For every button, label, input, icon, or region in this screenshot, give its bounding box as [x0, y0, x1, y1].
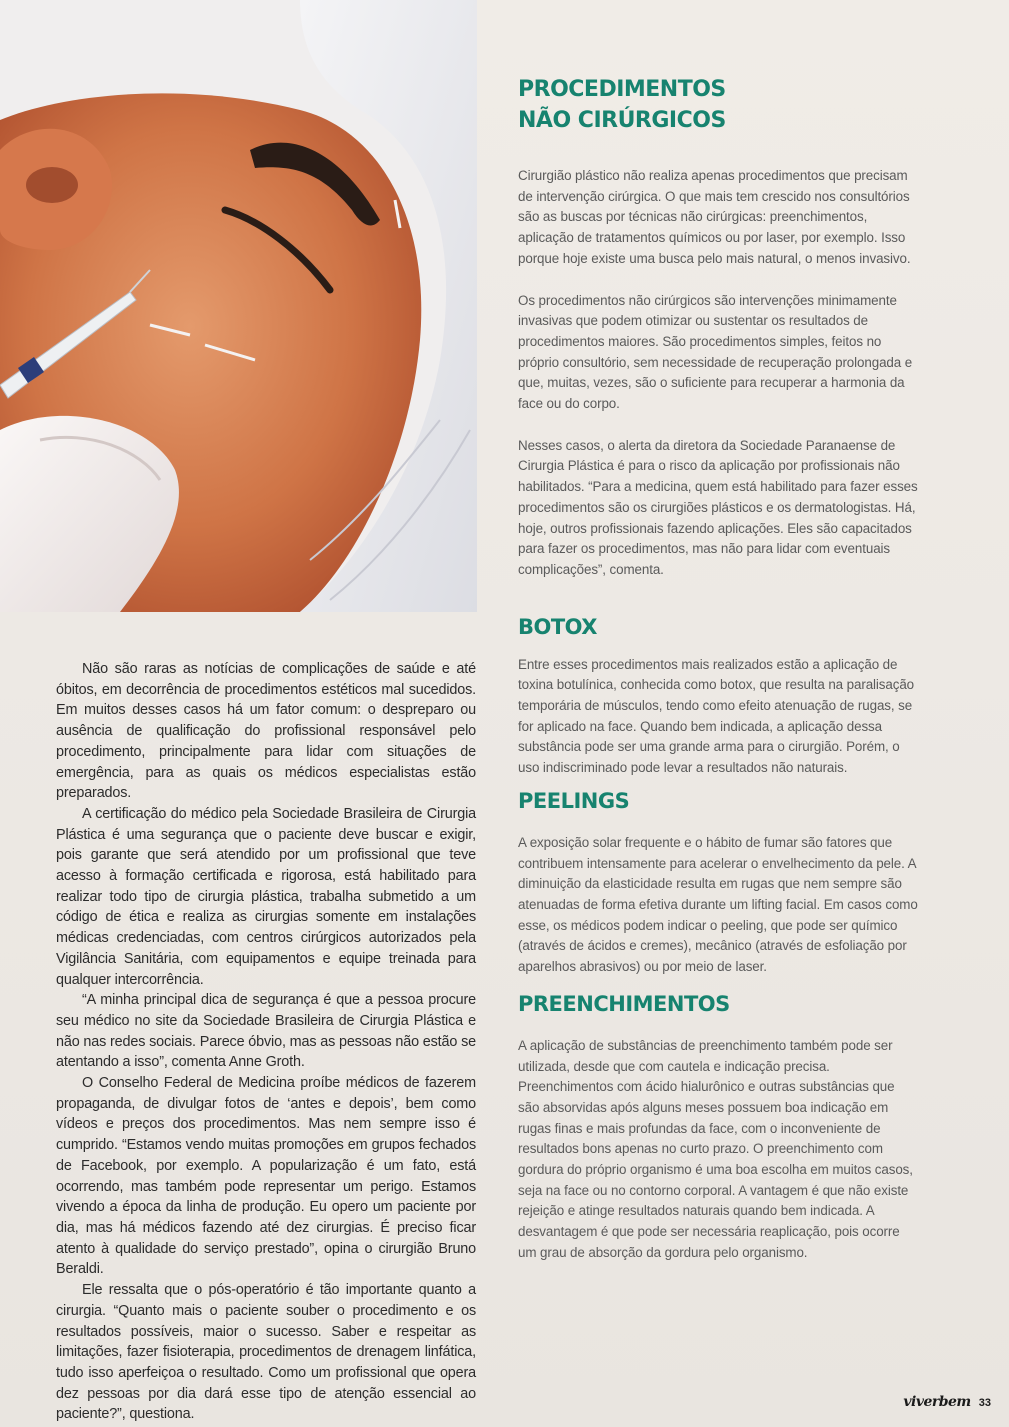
- magazine-brand: viverbem: [903, 1394, 971, 1410]
- preenchimentos-heading: PREENCHIMENTOS: [518, 991, 730, 1016]
- preenchimentos-text: A aplicação de substâncias de preenchimento também pode ser utilizada, desde que com cautela e indicação precisa. Preenchimentos com ácido hialurônico e outras substâncias que são absorvidas após alguns meses possuem boa indicação em rugas finas e mais profundas da face, com o inconveniente de resultados bons apenas no curto prazo. O preenchimento com gordura do próprio organismo é uma boa escolha em muitos casos, seja na face ou no contorno corporal. A vantagem é que não existe rejeição e atinge resultados naturais quando bem indicada. A desvantagem é que pode ser necessária reaplicação, pois ocorre um grau de absorção da gordura pelo organismo.: [518, 1037, 913, 1260]
- section-title-line-2: NÃO CIRÚRGICOS: [518, 108, 726, 133]
- section-title-line-1: PROCEDIMENTOS: [518, 77, 726, 102]
- left-paragraph-3: “A minha principal dica de segurança é que a pessoa procure seu médico no site da Sociedade Brasileira de Cirurgia Plástica e não nas redes sociais. Parece óbvio, mas as pessoas não estão se atentando a isso”, comenta Anne Groth.: [56, 992, 476, 1071]
- botox-text: Entre esses procedimentos mais realizados estão a aplicação de toxina botulínica, conhecida como botox, que resulta na paralisação temporária de músculos, tendo como efeito atenuação de rugas, se for aplicado na face. Quando bem indicada, a aplicação dessa substância pode ser uma grande arma para o cirurgião. Porém, o uso indiscriminado pode levar a resultados não naturais.: [518, 656, 915, 776]
- page-footer: [903, 1394, 991, 1410]
- left-article-column: [56, 659, 476, 1425]
- intro-paragraph-1: Cirurgião plástico não realiza apenas procedimentos que precisam de intervenção cirúrgica. O que mais tem crescido nos consultórios são as buscas por técnicas não cirúrgicas: preenchimentos, aplicação de tratamentos químicos ou por laser, por exemplo. Isso porque hoje existe uma busca pelo mais natural, o menos invasivo.: [518, 168, 911, 266]
- right-article-column: [518, 74, 918, 1264]
- left-paragraph-2: A certificação do médico pela Sociedade Brasileira de Cirurgia Plástica é uma segurança que o paciente deve buscar e exigir, pois garante que será atendido por um profissional que teve acesso à formação certificada e rigorosa, está habilitado para realizar todo tipo de cirurgia plástica, trabalha submetido a um código de ética e realiza as cirurgias somente em instalações médicas credenciadas, com centros cirúrgicos autorizados pela Vigilância Sanitária, com equipamentos e equipe treinada para qualquer intercorrência.: [56, 805, 476, 988]
- intro-paragraph-2: Os procedimentos não cirúrgicos são intervenções minimamente invasivas que podem otimizar ou sustentar os resultados de procedimentos maiores. São procedimentos simples, feitos no próprio consultório, sem necessidade de recuperação prolongada e que, muitas, vezes, são o suficiente para recuperar a harmonia da face ou do corpo.: [518, 292, 913, 412]
- face-injection-illustration: [0, 0, 477, 612]
- page-number: 33: [978, 1397, 991, 1409]
- peelings-text: A exposição solar frequente e o hábito de fumar são fatores que contribuem intensamente para acelerar o envelhecimento da pele. A diminuição da elasticidade resulta em rugas que nem sempre são atenuadas de forma efetiva durante um lifting facial. Em casos como esse, os médicos podem indicar o peeling, que pode ser químico (através de ácidos e cremes), mecânico (através de esfoliação por aparelhos abrasivos) ou por meio de laser.: [518, 834, 918, 975]
- intro-paragraph-3: Nesses casos, o alerta da diretora da Sociedade Paranaense de Cirurgia Plástica é para o risco da aplicação por profissionais não habilitados. “Para a medicina, quem está habilitado para fazer esses procedimentos são os cirurgiões plásticos e os dermatologistas. Há, hoje, outros profissionais fazendo aplicações. Eles são capacitados para fazer os procedimentos, mas não para lidar com eventuais complicações”, comenta.: [518, 437, 918, 577]
- section-title: [518, 74, 918, 136]
- left-paragraph-1: Não são raras as notícias de complicações de saúde e até óbitos, em decorrência de procedimentos estéticos mal sucedidos. Em muitos desses casos há um fator comum: o despreparo ou ausência de qualificação do profissional responsável pelo procedimento, principalmente para lidar com situações de emergência, para as quais os médicos especialistas estão preparados.: [56, 661, 476, 802]
- peelings-heading: PEELINGS: [518, 788, 630, 813]
- left-paragraph-5: Ele ressalta que o pós-operatório é tão importante quanto a cirurgia. “Quanto mais o paciente souber o procedimento e os resultados possíveis, maior o sucesso. Saber e respeitar as limitações, fazer fisioterapia, procedimentos de drenagem linfática, tudo isso aperfeiçoa o resultado. Como um profissional que opera dez pessoas por dia dará esse tipo de atenção essencial ao paciente?”, questiona.: [56, 1282, 476, 1423]
- procedure-photo: [0, 0, 477, 612]
- left-paragraph-4: O Conselho Federal de Medicina proíbe médicos de fazerem propaganda, de divulgar fotos de ‘antes e depois’, bem como vídeos e preços dos procedimentos. Mas nem sempre isso é cumprido. “Estamos vendo muitas promoções em grupos fechados de Facebook, por exemplo. A popularização é um fato, está ocorrendo, mas também pode representar um perigo. Estamos vivendo a época da linha de produção. Eu opero um paciente por dia, mas há médicos fazendo até dez cirurgias. É preciso ficar atento à qualidade do serviço prestado”, opina o cirurgião Bruno Beraldi.: [56, 1075, 476, 1278]
- botox-heading: BOTOX: [518, 614, 597, 639]
